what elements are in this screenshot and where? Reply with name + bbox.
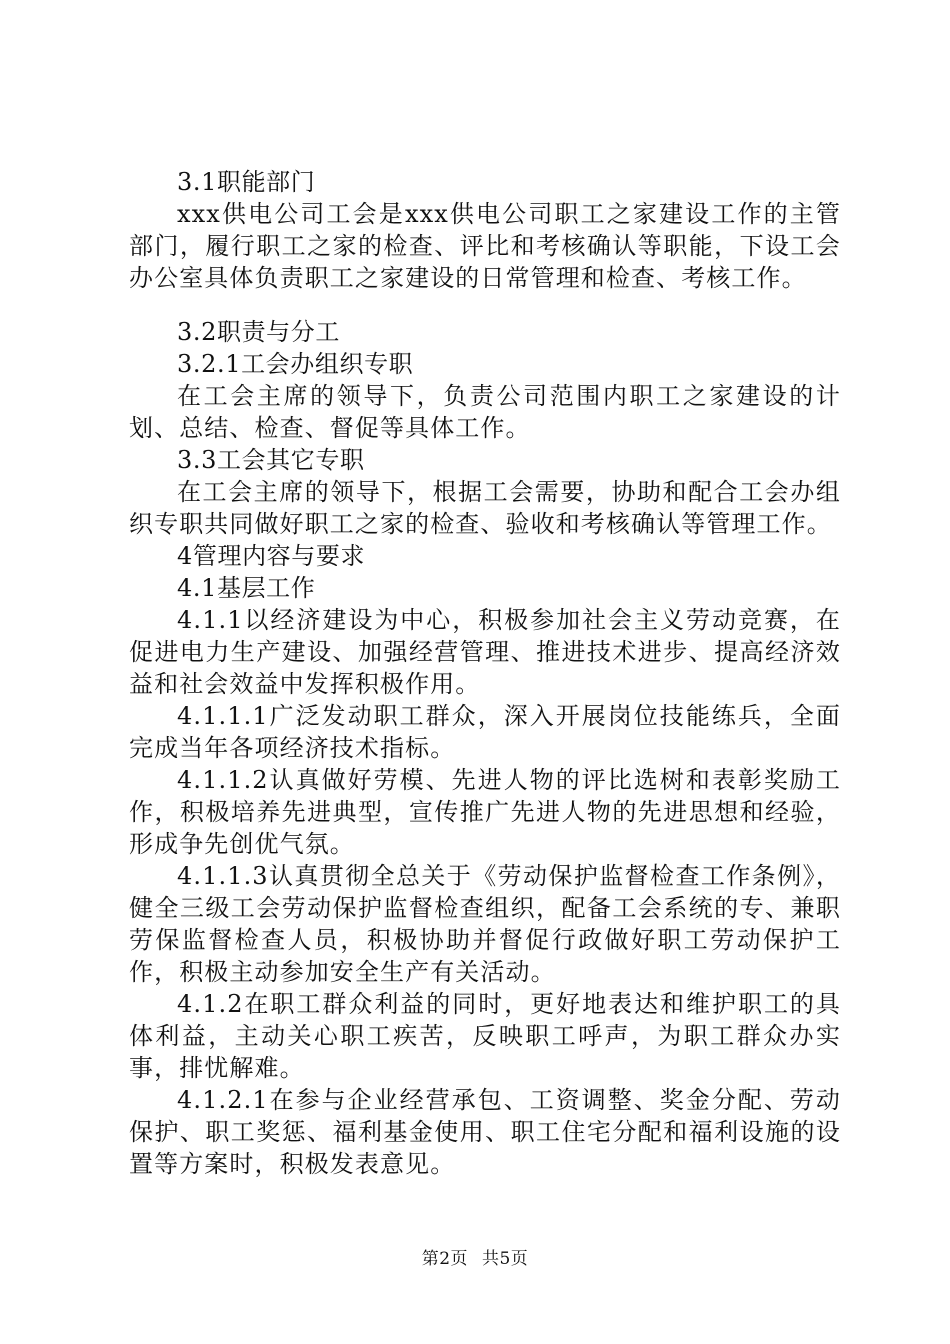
paragraph: 在工会主席的领导下，根据工会需要，协助和配合工会办组织专职共同做好职工之家的检查、验收和考核确认等管理工作。 [129, 478, 841, 538]
paragraph: 4.1.1.1广泛发动职工群众，深入开展岗位技能练兵，全面完成当年各项经济技术指标。 [129, 702, 841, 762]
chapter-heading: 4管理内容与要求 [177, 542, 366, 570]
paragraph: 4.1.1以经济建设为中心，积极参加社会主义劳动竞赛，在促进电力生产建设、加强经营管理、推进技术进步、提高经济效益和社会效益中发挥积极作用。 [129, 606, 841, 698]
page-total: 共5页 [481, 1249, 529, 1269]
section-heading: 4.1基层工作 [177, 574, 316, 602]
subsection-heading: 3.2.1工会办组织专职 [177, 350, 414, 378]
paragraph: 4.1.1.2认真做好劳模、先进人物的评比选树和表彰奖励工作，积极培养先进典型，宣传推广先进人物的先进思想和经验，形成争先创优气氛。 [129, 766, 841, 858]
paragraph: 4.1.1.3认真贯彻全总关于《劳动保护监督检查工作条例》，健全三级工会劳动保护监督检查组织，配备工会系统的专、兼职劳保监督检查人员，积极协助并督促行政做好职工劳动保护工作，积极主动参加安全生产有关活动。 [129, 862, 841, 986]
paragraph: 4.1.2在职工群众利益的同时，更好地表达和维护职工的具体利益，主动关心职工疾苦，反映职工呼声，为职工群众办实事，排忧解难。 [129, 990, 841, 1082]
section-heading: 3.2职责与分工 [177, 318, 340, 346]
document-body [129, 166, 841, 1180]
page-number: 第2页 [421, 1249, 469, 1269]
section-heading: 3.1职能部门 [177, 168, 316, 196]
paragraph: 在工会主席的领导下，负责公司范围内职工之家建设的计划、总结、检查、督促等具体工作。 [129, 382, 841, 442]
page-footer [0, 1244, 950, 1269]
paragraph: 4.1.2.1在参与企业经营承包、工资调整、奖金分配、劳动保护、职工奖惩、福利基金使用、职工住宅分配和福利设施的设置等方案时，积极发表意见。 [129, 1086, 841, 1178]
section-heading: 3.3工会其它专职 [177, 446, 365, 474]
paragraph: xxx供电公司工会是xxx供电公司职工之家建设工作的主管部门，履行职工之家的检查、评比和考核确认等职能，下设工会办公室具体负责职工之家建设的日常管理和检查、考核工作。 [129, 200, 841, 292]
